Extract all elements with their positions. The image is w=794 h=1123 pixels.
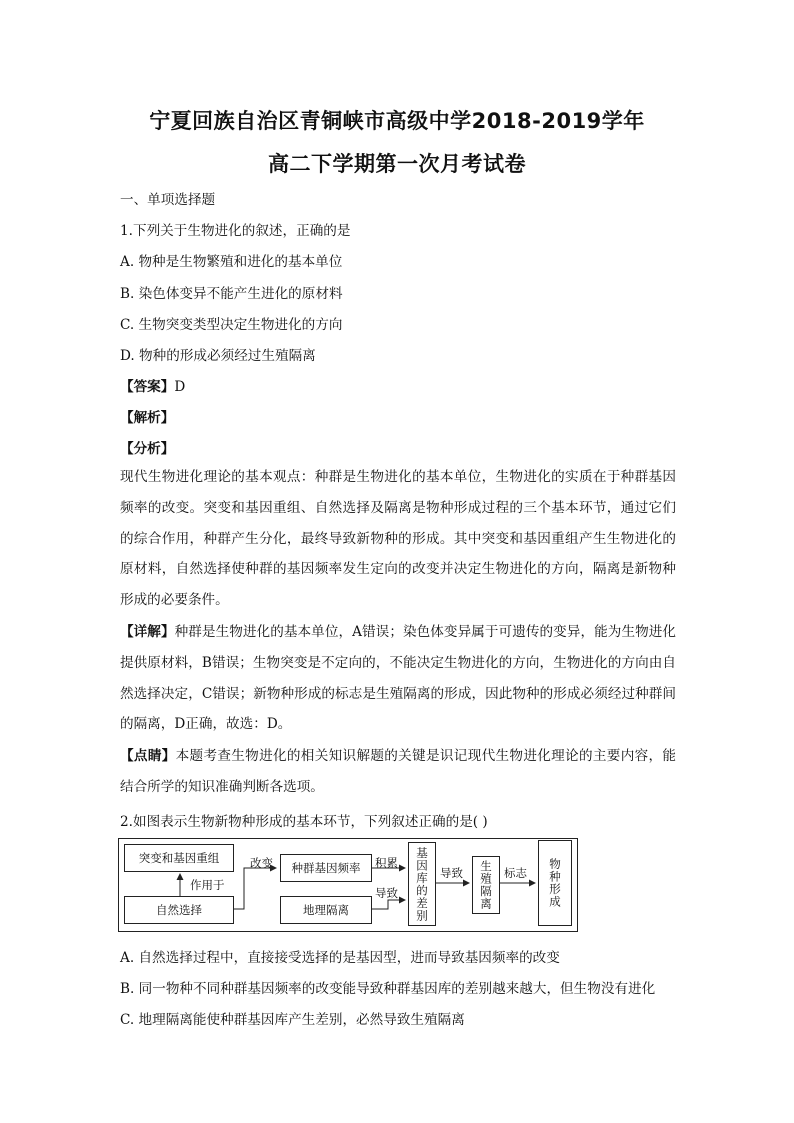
detail-text: 种群是生物进化的基本单位，A错误；染色体变异属于可遗传的变异，能为生物进化提供原材料，B错误；生物突变是不定向的，不能决定生物进化的方向，生物进化的方向由自然选择决定，C错误；新物种形成的标志是生殖隔离的形成，因此物种的形成必须经过种群间的隔离，D正确，故选：D。 (120, 624, 676, 733)
exam-title-line1: 宁夏回族自治区青铜峡市高级中学2018-2019学年 (149, 109, 645, 133)
speciation-diagram (118, 838, 578, 932)
label-change: 改变 (250, 856, 273, 870)
q1-option-b: B. 染色体变异不能产生进化的原材料 (120, 286, 343, 302)
exam-title-line2: 高二下学期第一次月考试卷 (268, 152, 526, 176)
label-lead-to-1: 导致 (375, 886, 398, 900)
q1-option-c: C. 生物突变类型决定生物进化的方向 (120, 317, 343, 333)
analysis-tag: 【解析】 (120, 410, 175, 426)
q2-option-b: B. 同一物种不同种群基因频率的改变能导致种群基因库的差别越来越大，但生物没有进化 (120, 981, 656, 997)
section-heading: 一、单项选择题 (120, 192, 216, 208)
q2-option-a: A. 自然选择过程中，直接接受选择的是基因型，进而导致基因频率的改变 (120, 950, 560, 966)
comment-paragraph (120, 741, 676, 803)
comment-tag: 【点睛】 (120, 748, 176, 764)
q1-answer (120, 375, 185, 395)
q2-option-c: C. 地理隔离能使种群基因库产生差别，必然导致生殖隔离 (120, 1012, 465, 1028)
q1-stem: 1.下列关于生物进化的叙述，正确的是 (120, 223, 351, 239)
box-natural-selection: 自然选择 (124, 896, 234, 924)
label-lead-to-2: 导致 (440, 866, 463, 880)
box-mutation-recombination: 突变和基因重组 (124, 844, 234, 872)
box-gene-pool-difference: 基因库的差别 (408, 842, 436, 926)
answer-tag: 【答案】 (120, 379, 175, 395)
box-species-formation: 物种形成 (538, 840, 572, 926)
box-reproductive-isolation: 生殖隔离 (472, 856, 500, 914)
detail-tag: 【详解】 (120, 624, 175, 640)
label-accumulate: 积累 (375, 856, 398, 870)
diagram-arrows (118, 838, 578, 932)
answer-value: D (174, 379, 186, 395)
fenxi-tag: 【分析】 (120, 441, 175, 457)
comment-text: 本题考查生物进化的相关知识解题的关键是识记现代生物进化理论的主要内容，能结合所学的知识准确判断各选项。 (120, 748, 677, 795)
box-geographic-isolation: 地理隔离 (280, 896, 372, 924)
detail-paragraph (120, 617, 676, 740)
q2-stem: 2.如图表示生物新物种形成的基本环节，下列叙述正确的是( ) (120, 814, 488, 830)
q1-option-a: A. 物种是生物繁殖和进化的基本单位 (120, 254, 343, 270)
box-gene-frequency: 种群基因频率 (280, 854, 372, 882)
fenxi-paragraph: 现代生物进化理论的基本观点：种群是生物进化的基本单位，生物进化的实质在于种群基因频率的改变。突变和基因重组、自然选择及隔离是物种形成过程的三个基本环节，通过它们的综合作用，种群产生分化，最终导致新物种的形成。其中突变和基因重组产生生物进化的原材料，自然选择使种群的基因频率发生定向的改变并决定生物进化的方向，隔离是新物种形成的必要条件。 (120, 469, 676, 609)
q1-option-d: D. 物种的形成必须经过生殖隔离 (120, 348, 316, 364)
label-acts-on: 作用于 (190, 878, 225, 892)
label-mark: 标志 (504, 866, 527, 880)
